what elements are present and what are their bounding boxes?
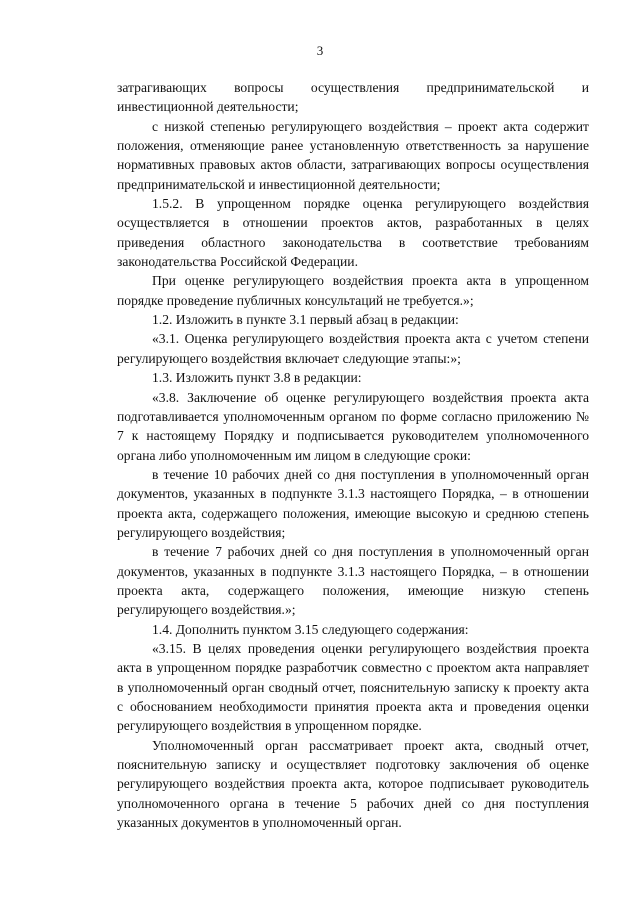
paragraph-authorized-body-review: Уполномоченный орган рассматривает проект акта, сводный отчет, пояснительную записку и осуществляет подготовку заключения об оценке регулирующего воздействия проекта акта, которое подписывает руководитель уполномоченного органа в течение 5 рабочих дней со дня поступления указанных документов в уполномоченный орган. bbox=[117, 737, 589, 831]
paragraph-3-1: «3.1. Оценка регулирующего воздействия проекта акта с учетом степени регулирующего воздействия включает следующие этапы:»; bbox=[117, 331, 589, 366]
paragraph-no-public-consultations: При оценке регулирующего воздействия проекта акта в упрощенном порядке проведение публичных консультаций не требуется.»; bbox=[117, 273, 589, 308]
paragraph-3-15: «3.15. В целях проведения оценки регулирующего воздействия проекта акта в упрощенном порядке разработчик совместно с проектом акта направляет в уполномоченный орган сводный отчет, пояснительную записку к проекту акта с обоснованием необходимости принятия проекта акта и проведения оценки регулирующего воздействия в упрощенном порядке. bbox=[117, 640, 589, 734]
page-number: 3 bbox=[316, 43, 324, 58]
paragraph-continuation: затрагивающих вопросы осуществления предпринимательской и инвестиционной деятельности; bbox=[117, 80, 589, 115]
paragraph-1-5-2: 1.5.2. В упрощенном порядке оценка регулирующего воздействия осуществляется в отношении проектов актов, разработанных в целях приведения областного законодательства в соответствие требованиям законодательства Российской Федерации. bbox=[117, 196, 589, 270]
paragraph-1-2: 1.2. Изложить в пункте 3.1 первый абзац в редакции: bbox=[152, 312, 459, 328]
paragraph-7-days-term: в течение 7 рабочих дней со дня поступления в уполномоченный орган документов, указанных в подпункте 3.1.3 настоящего Порядка, – в отношении проекта акта, содержащего положения, имеющие низкую степень регулирующего воздействия.»; bbox=[117, 544, 589, 618]
paragraph-low-impact-definition: с низкой степенью регулирующего воздействия – проект акта содержит положения, отменяющие ранее установленную ответственность за нарушение нормативных правовых актов области, затрагивающих вопросы осуществления предпринимательской и инвестиционной деятельности; bbox=[117, 118, 589, 192]
document-body bbox=[117, 78, 589, 832]
paragraph-1-3: 1.3. Изложить пункт 3.8 в редакции: bbox=[152, 370, 362, 386]
paragraph-3-8: «3.8. Заключение об оценке регулирующего воздействия проекта акта подготавливается уполномоченным органом по форме согласно приложению № 7 к настоящему Порядку и подписывается руководителем уполномоченного органа либо уполномоченным им лицом в следующие сроки: bbox=[117, 389, 589, 463]
paragraph-10-days-term: в течение 10 рабочих дней со дня поступления в уполномоченный орган документов, указанных в подпункте 3.1.3 настоящего Порядка, – в отношении проекта акта, содержащего положения, имеющие высокую и среднюю степень регулирующего воздействия; bbox=[117, 466, 589, 540]
paragraph-1-4: 1.4. Дополнить пунктом 3.15 следующего содержания: bbox=[152, 621, 469, 637]
